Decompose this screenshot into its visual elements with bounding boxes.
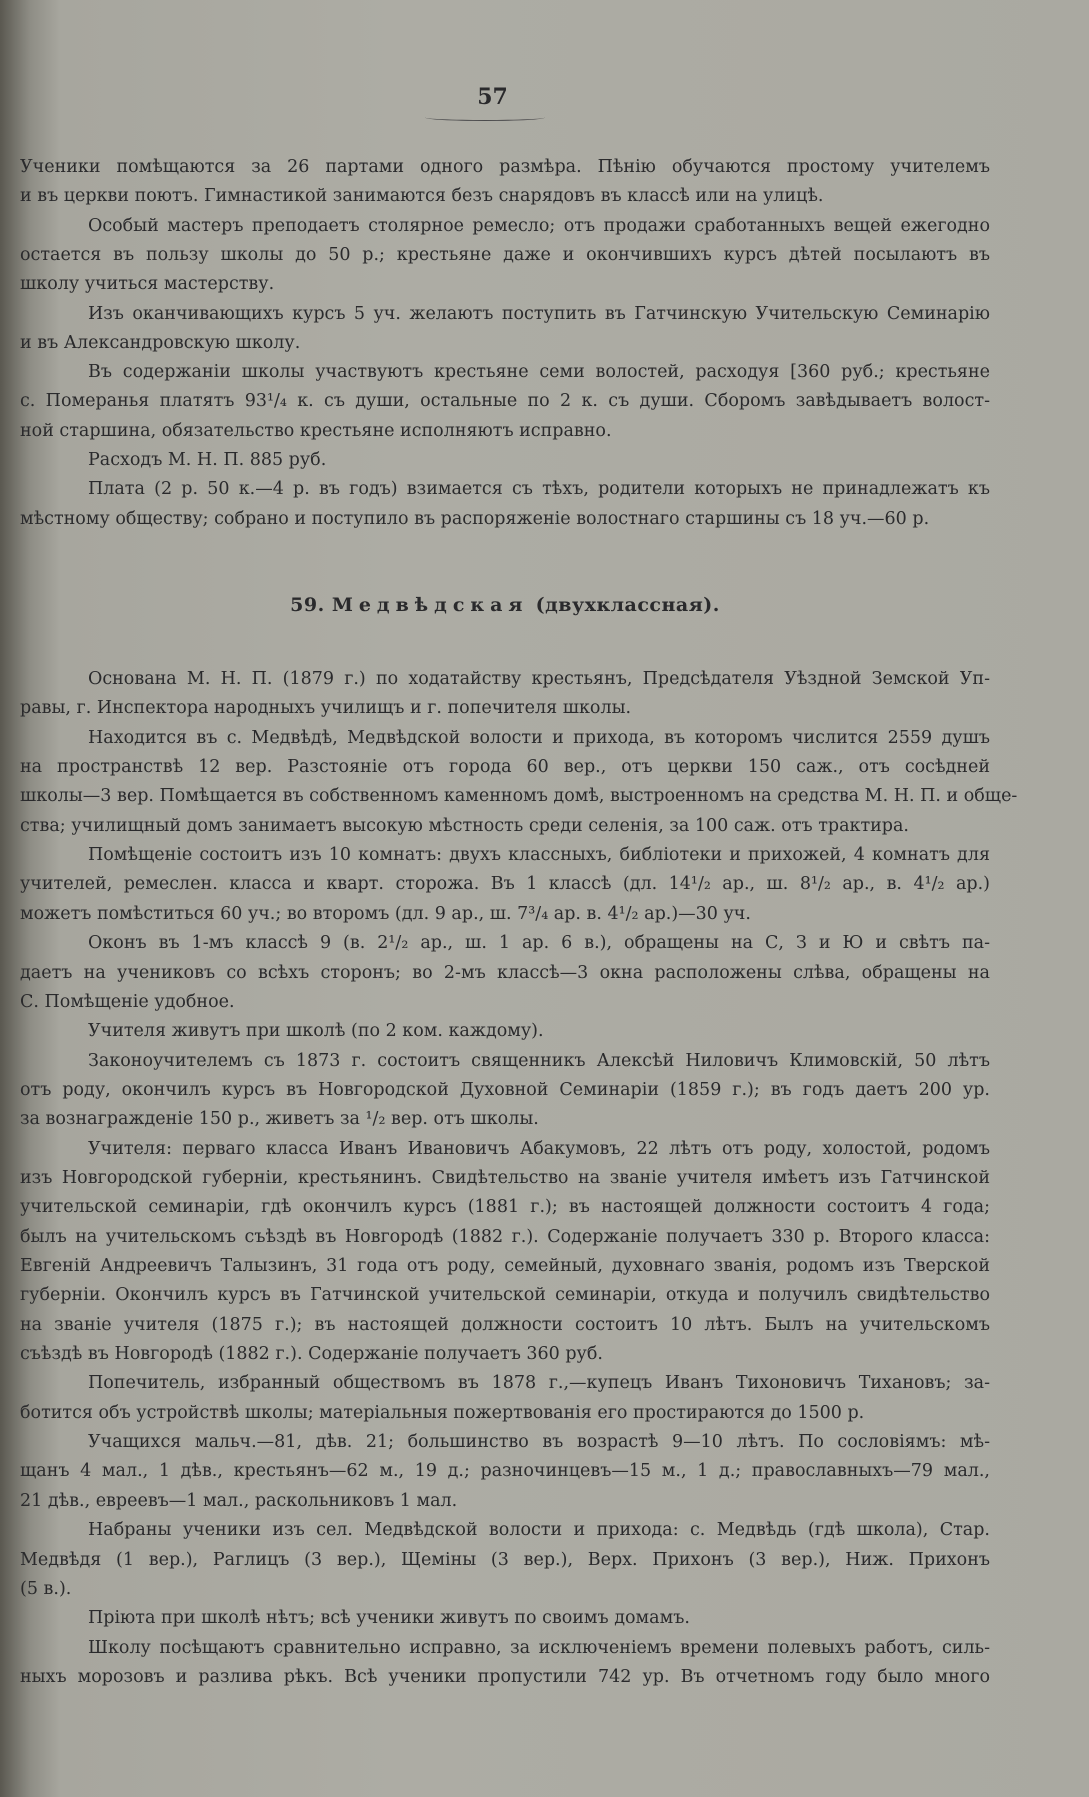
text-line: (5 в.).: [20, 1578, 72, 1599]
text-line: учителей, ремеслен. класса и кварт. сторожа. Въ 1 классѣ (дл. 14¹/₂ ар., ш. 8¹/₂ ар., в. 4¹/₂ ар.): [20, 874, 990, 895]
text-line: Расходъ М. Н. П. 885 руб.: [88, 450, 327, 470]
text-line: школы—3 вер. Помѣщается въ собственномъ каменномъ домѣ, выстроенномъ на средства М. Н. П. и обще-: [20, 786, 1018, 807]
text-line: Изъ оканчивающихъ курсъ 5 уч. желаютъ поступить въ Гатчинскую Учительскую Семинарію: [88, 303, 990, 324]
text-line: на званіе учителя (1875 г.); въ настоящей должности состоитъ 10 лѣтъ. Былъ на учительскомъ: [20, 1314, 990, 1335]
text-line: Основана М. Н. П. (1879 г.) по ходатайству крестьянъ, Предсѣдателя Уѣздной Земской Уп-: [88, 669, 990, 689]
text-line: ной старшина, обязательство крестьяне исполняютъ исправно.: [20, 420, 612, 441]
heading-number: 59.: [290, 594, 325, 616]
section-heading: [0, 594, 1010, 616]
text-line: щанъ 4 мал., 1 дѣв., крестьянъ—62 м., 19 д.; разночинцевъ—15 м., 1 д.; православныхъ—79 мал.,: [20, 1461, 990, 1482]
text-line: Школу посѣщаютъ сравнительно исправно, за исключеніемъ времени полевыхъ работъ, силь-: [88, 1637, 990, 1658]
text-line: ныхъ морозовъ и разлива рѣкъ. Всѣ ученики пропустили 742 ур. Въ отчетномъ году было много: [20, 1666, 990, 1687]
text-line: Евгеній Андреевичъ Талызинъ, 31 года отъ роду, семейный, духовнаго званія, родомъ изъ Тверской: [20, 1256, 990, 1276]
text-line: Находится въ с. Медвѣдѣ, Медвѣдской волости и прихода, въ которомъ числится 2559 душъ: [88, 727, 990, 748]
decorative-rule: [425, 114, 545, 121]
text-line: остается въ пользу школы до 50 р.; крестьяне даже и окончившихъ курсъ дѣтей посылаютъ въ: [20, 244, 990, 265]
text-line: Учителя: перваго класса Иванъ Ивановичъ Абакумовъ, 22 лѣтъ отъ роду, холостой, родомъ: [88, 1138, 990, 1159]
text-line: изъ Новгородской губерніи, крестьянинъ. Свидѣтельство на званіе учителя имѣетъ изъ Гатчинской: [20, 1167, 990, 1188]
text-line: 21 дѣв., евреевъ—1 мал., раскольниковъ 1 мал.: [20, 1490, 458, 1511]
text-line: губерніи. Окончилъ курсъ въ Гатчинской учительской семинаріи, откуда и получилъ свидѣтельство: [20, 1285, 990, 1306]
text-line: равы, г. Инспектора народныхъ училищъ и г. попечителя школы.: [20, 698, 632, 719]
text-line: Оконъ въ 1-мъ классѣ 9 (в. 2¹/₂ ар., ш. 1 ар. 6 в.), обращены на С, З и Ю и свѣтъ па-: [88, 933, 990, 954]
text-line: ства; училищный домъ занимаетъ высокую мѣстность среди селенія, за 100 саж. отъ трактира.: [20, 815, 909, 836]
text-line: Пріюта при школѣ нѣтъ; всѣ ученики живутъ по своимъ домамъ.: [88, 1608, 690, 1629]
text-line: Учителя живутъ при школѣ (по 2 ком. каждому).: [88, 1021, 544, 1042]
text-line: и въ Александровскую школу.: [20, 332, 301, 353]
text-line: былъ на учительскомъ съѣздѣ въ Новгородѣ (1882 г.). Содержаніе получаетъ 330 р. Второго класса:: [20, 1226, 990, 1247]
text-line: мѣстному обществу; собрано и поступило въ распоряженіе волостнаго старшины съ 18 уч.—60 р.: [20, 508, 930, 529]
heading-subtitle: (двухклассная).: [535, 594, 720, 616]
text-line: Попечитель, избранный обществомъ въ 1878 г.,—купецъ Иванъ Тихоновичъ Тихановъ; за-: [88, 1373, 990, 1394]
text-line: школу учиться мастерству.: [20, 274, 275, 295]
text-line: съѣздѣ въ Новгородѣ (1882 г.). Содержаніе получаетъ 360 руб.: [20, 1344, 603, 1365]
text-line: Медвѣдя (1 вер.), Раглицъ (3 вер.), Щеміны (3 вер.), Верх. Прихонъ (3 вер.), Ниж. Прихонъ: [20, 1549, 990, 1570]
text-line: Особый мастеръ преподаетъ столярное ремесло; отъ продажи сработанныхъ вещей ежегодно: [88, 215, 990, 236]
text-line: за вознагражденіе 150 р., живетъ за ¹/₂ вер. отъ школы.: [20, 1109, 539, 1130]
text-line: учительской семинаріи, гдѣ окончилъ курсъ (1881 г.); въ настоящей должности состоитъ 4 года;: [20, 1197, 990, 1218]
text-line: даетъ на учениковъ со всѣхъ сторонъ; во 2-мъ классѣ—3 окна расположены слѣва, обращены на: [20, 962, 990, 983]
text-line: Плата (2 р. 50 к.—4 р. въ годъ) взимается съ тѣхъ, родители которыхъ не принадлежатъ къ: [88, 479, 990, 500]
text-line: Набраны ученики изъ сел. Медвѣдской волости и прихода: с. Медвѣдь (гдѣ школа), Стар.: [88, 1520, 990, 1541]
page-number: 57: [477, 84, 508, 110]
heading-name: Медвѣдская: [331, 594, 529, 616]
text-line: С. Помѣщеніе удобное.: [20, 991, 235, 1012]
text-line: с. Померанья платятъ 93¹/₄ к. съ души, остальные по 2 к. съ души. Сборомъ завѣдываетъ волост-: [20, 391, 990, 412]
text-line: можетъ помѣститься 60 уч.; во второмъ (дл. 9 ар., ш. 7³/₄ ар. в. 4¹/₂ ар.)—30 уч.: [20, 903, 751, 924]
section-b-text: [20, 668, 1018, 1695]
text-line: Законоучителемъ съ 1873 г. состоитъ священникъ Алексѣй Ниловичъ Климовскій, 50 лѣтъ: [88, 1050, 990, 1071]
text-line: Ученики помѣщаются за 26 партами одного размѣра. Пѣнію обучаются простому учителемъ: [20, 157, 990, 177]
text-line: ботится объ устройствѣ школы; матеріальныя пожертвованія его простираются до 1500 р.: [20, 1402, 865, 1423]
text-line: Учащихся мальч.—81, дѣв. 21; большинство въ возрастѣ 9—10 лѣтъ. По сословіямъ: мѣ-: [88, 1432, 990, 1453]
text-line: отъ роду, окончилъ курсъ въ Новгородской Духовной Семинаріи (1859 г.); въ годъ даетъ 200 ур.: [20, 1079, 990, 1100]
text-line: Въ содержаніи школы участвуютъ крестьяне семи волостей, расходуя [360 руб.; крестьяне: [88, 362, 990, 383]
text-line: Помѣщеніе состоитъ изъ 10 комнатъ: двухъ классныхъ, библіотеки и прихожей, 4 комнатъ для: [88, 845, 990, 866]
text-line: и въ церкви поютъ. Гимнастикой занимаются безъ снарядовъ въ классѣ или на улицѣ.: [20, 186, 824, 207]
section-a-text: [20, 156, 990, 537]
text-line: на пространствѣ 12 вер. Разстояніе отъ города 60 вер., отъ церкви 150 саж., отъ сосѣдней: [20, 757, 990, 778]
